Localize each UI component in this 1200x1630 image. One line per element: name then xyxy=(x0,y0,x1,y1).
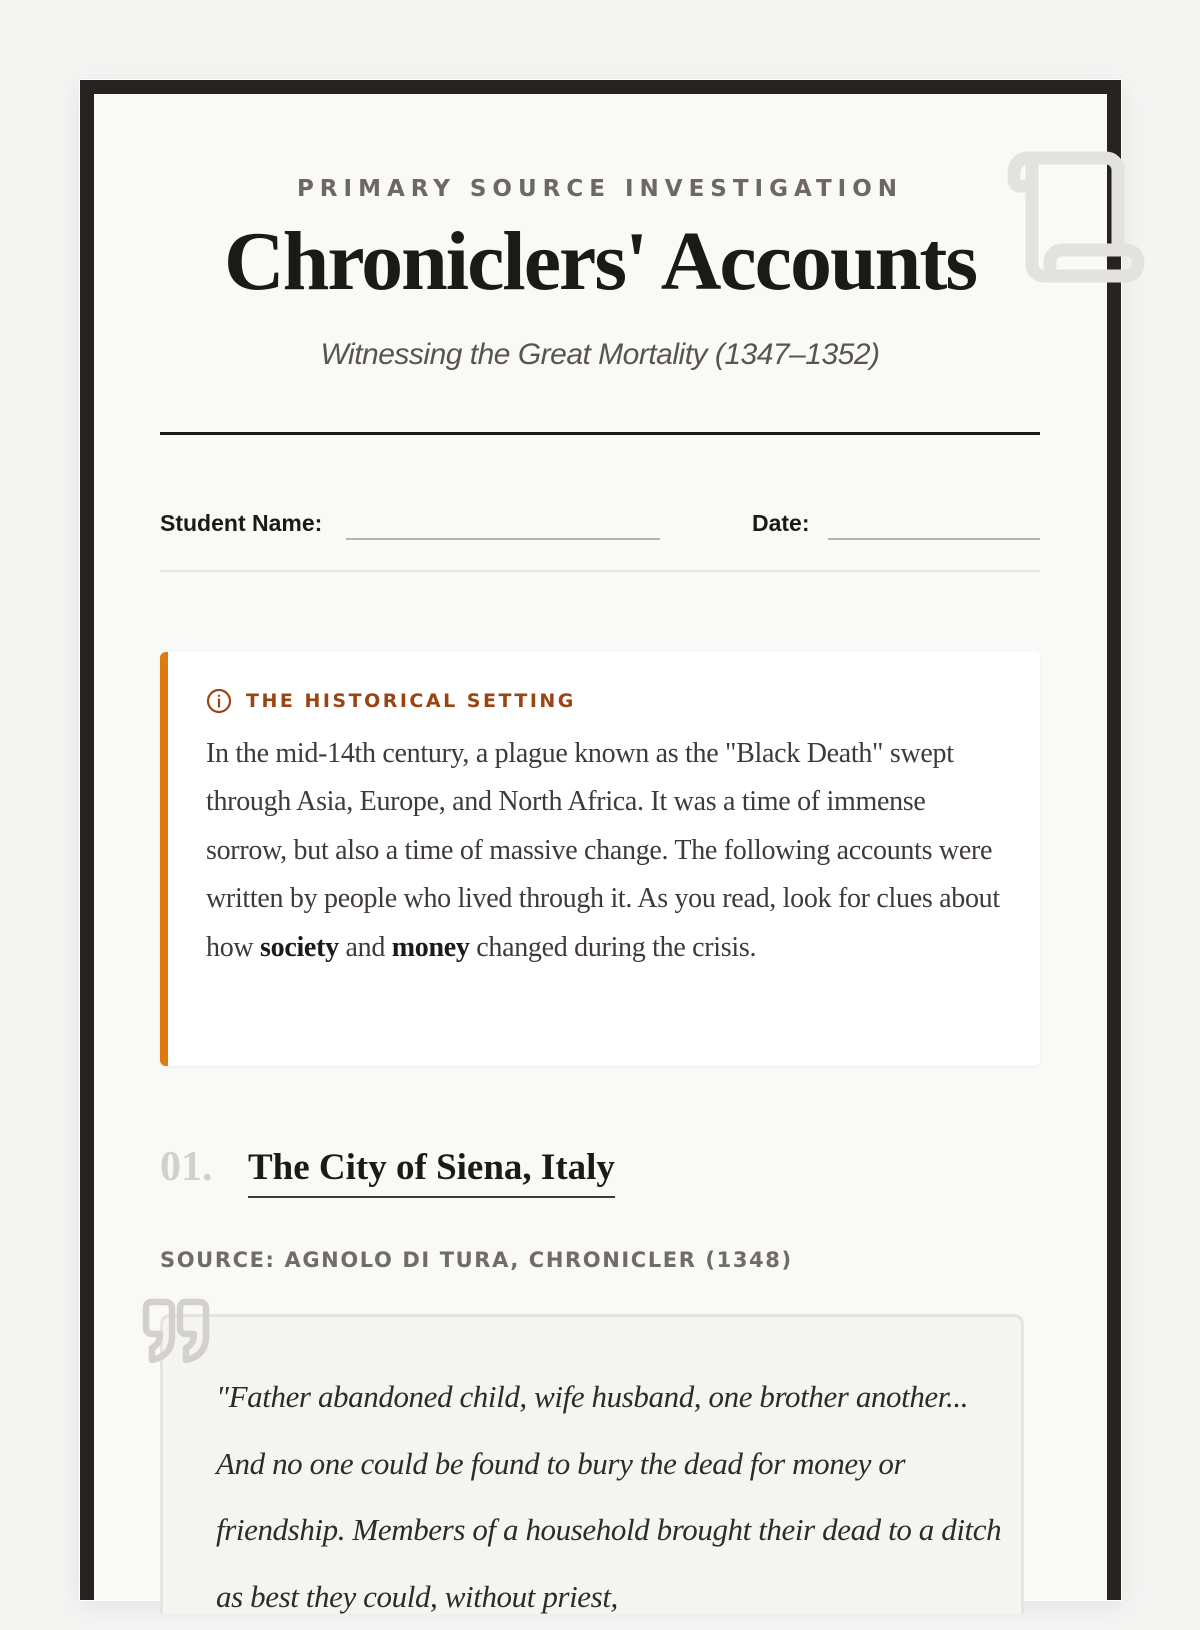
scroll-icon xyxy=(996,146,1156,286)
callout-text-1: In the mid-14th century, a plague known as the "Black Death" swept through Asia, Europe, and North Africa. It was a time of immense sorrow, but also a time of massive change. The following accounts were written by people who lived through it. As you read, look for clues about how xyxy=(206,738,1000,963)
fields-divider xyxy=(160,570,1040,572)
source-attribution: SOURCE: AGNOLO DI TURA, CHRONICLER (1348) xyxy=(160,1248,793,1272)
keyword-society: society xyxy=(260,931,339,963)
callout-heading xyxy=(206,688,576,714)
page-title: Chroniclers' Accounts xyxy=(223,215,977,308)
section-title: The City of Siena, Italy xyxy=(248,1146,615,1198)
quote-icon xyxy=(142,1298,210,1364)
eyebrow-label: PRIMARY SOURCE INVESTIGATION xyxy=(296,176,904,202)
callout-body xyxy=(206,730,1006,972)
info-circle-icon xyxy=(206,688,232,714)
callout-text-2: and xyxy=(338,931,392,963)
student-info-row xyxy=(160,508,1040,548)
quote-text: "Father abandoned child, wife husband, one brother another... And no one could be found to bury the dead for money or friendship. Members of a household brought their dead to a ditch as best they could, without priest, xyxy=(216,1379,1002,1614)
student-name-label: Student Name: xyxy=(160,510,323,536)
header-divider xyxy=(160,432,1040,435)
student-name-field[interactable] xyxy=(346,538,660,540)
page-subtitle: Witnessing the Great Mortality (1347–1352) xyxy=(320,338,880,371)
callout-text-3: changed during the crisis. xyxy=(469,931,757,963)
date-label: Date: xyxy=(752,510,810,536)
section-number: 01. xyxy=(160,1144,213,1190)
callout-heading-text: THE HISTORICAL SETTING xyxy=(246,690,576,712)
keyword-money: money xyxy=(391,931,470,963)
worksheet-page xyxy=(80,80,1121,1614)
date-field[interactable] xyxy=(828,538,1040,540)
historical-setting-callout xyxy=(160,652,1040,1066)
